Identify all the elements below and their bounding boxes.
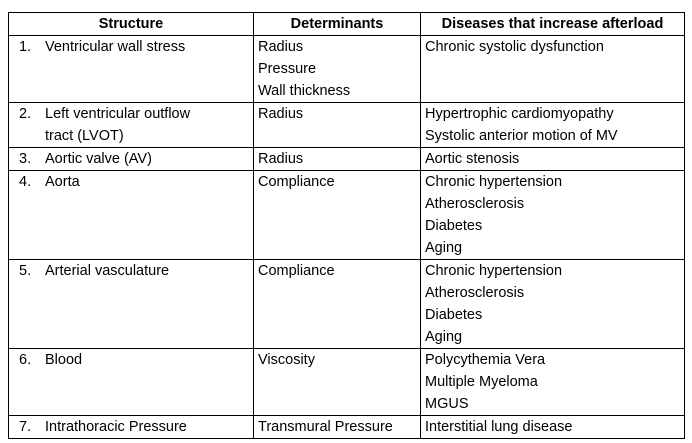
determinant-item: Compliance — [258, 174, 335, 190]
determinant-item: Pressure — [258, 61, 317, 77]
determinant-item: Viscosity — [258, 352, 315, 368]
determinants-cell — [254, 148, 421, 171]
disease-item: MGUS — [425, 396, 469, 412]
determinant-item: Transmural Pressure — [258, 419, 393, 435]
determinants-cell — [254, 260, 421, 349]
disease-item: Atherosclerosis — [425, 196, 525, 212]
structure-cell — [9, 260, 254, 349]
diseases-cell — [421, 416, 685, 439]
disease-item: Atherosclerosis — [425, 285, 525, 301]
header-structure: Structure — [9, 13, 254, 36]
diseases-cell — [421, 36, 685, 103]
determinants-cell — [254, 416, 421, 439]
row-number: 2. — [19, 106, 32, 122]
row-number: 6. — [19, 352, 32, 368]
determinant-item: Wall thickness — [258, 83, 351, 99]
determinants-cell — [254, 171, 421, 260]
structure-cell — [9, 349, 254, 416]
table-row — [9, 148, 685, 171]
structure-name: Blood — [45, 352, 83, 368]
disease-item: Chronic hypertension — [425, 263, 563, 279]
table-row — [9, 103, 685, 148]
determinant-item: Radius — [258, 106, 304, 122]
determinants-cell — [254, 349, 421, 416]
table-row — [9, 36, 685, 103]
determinant-item: Compliance — [258, 263, 335, 279]
disease-item: Multiple Myeloma — [425, 374, 538, 390]
structure-name: Arterial vasculature — [45, 263, 170, 279]
determinant-item: Radius — [258, 39, 304, 55]
header-row — [9, 13, 685, 36]
structure-cell — [9, 416, 254, 439]
determinant-item: Radius — [258, 151, 304, 167]
table-row — [9, 260, 685, 349]
structure-cell — [9, 148, 254, 171]
structure-cell — [9, 103, 254, 148]
table-row — [9, 349, 685, 416]
disease-item: Aortic stenosis — [425, 151, 520, 167]
afterload-table — [8, 12, 685, 439]
structure-cell — [9, 36, 254, 103]
table-row — [9, 416, 685, 439]
structure-name: Intrathoracic Pressure — [45, 419, 187, 435]
structure-name: Left ventricular outflow — [45, 106, 191, 122]
row-number: 5. — [19, 263, 32, 279]
diseases-cell — [421, 103, 685, 148]
disease-item: Chronic systolic dysfunction — [425, 39, 604, 55]
disease-item: Diabetes — [425, 307, 483, 323]
diseases-cell — [421, 171, 685, 260]
table-body — [9, 36, 685, 439]
disease-item: Chronic hypertension — [425, 174, 563, 190]
structure-name: Aortic valve (AV) — [45, 151, 152, 167]
header-determinants: Determinants — [254, 13, 421, 36]
disease-item: Diabetes — [425, 218, 483, 234]
diseases-cell — [421, 148, 685, 171]
structure-name: Aorta — [45, 174, 80, 190]
structure-name: tract (LVOT) — [45, 128, 124, 144]
disease-item: Polycythemia Vera — [425, 352, 546, 368]
disease-item: Aging — [425, 329, 463, 345]
row-number: 4. — [19, 174, 32, 190]
diseases-cell — [421, 260, 685, 349]
structure-name: Ventricular wall stress — [45, 39, 186, 55]
disease-item: Systolic anterior motion of MV — [425, 128, 618, 144]
row-number: 1. — [19, 39, 32, 55]
determinants-cell — [254, 103, 421, 148]
disease-item: Hypertrophic cardiomyopathy — [425, 106, 614, 122]
header-diseases: Diseases that increase afterload — [421, 13, 685, 36]
disease-item: Aging — [425, 240, 463, 256]
row-number: 7. — [19, 419, 32, 435]
table-row — [9, 171, 685, 260]
disease-item: Interstitial lung disease — [425, 419, 573, 435]
structure-cell — [9, 171, 254, 260]
diseases-cell — [421, 349, 685, 416]
row-number: 3. — [19, 151, 32, 167]
determinants-cell — [254, 36, 421, 103]
